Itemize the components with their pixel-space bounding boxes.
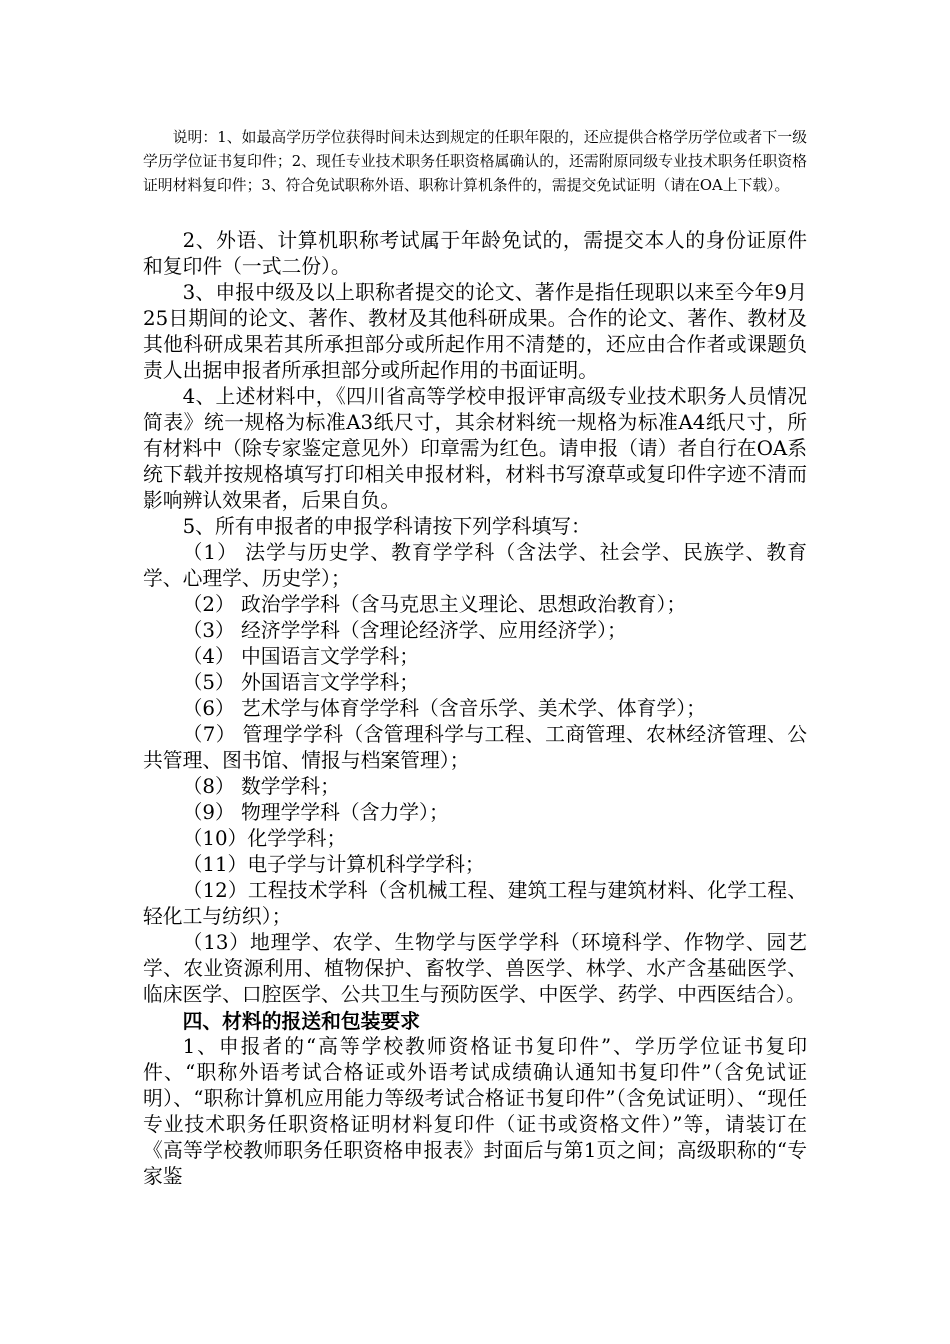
section-4-heading: 四、材料的报送和包装要求 [182,1009,420,1033]
subject-item: （2） 政治学学科（含马克思主义理论、思想政治教育）； [182,593,687,616]
item-3-paragraph: 3、申报中级及以上职称者提交的论文、著作是指任现职以来至今年9月25日期间的论文、著作、教材及其他科研成果。合作的论文、著作、教材及其他科研成果若其所承担部分或所起作用不清楚的，还应由合作者或课题负责人出据申报者所承担部分或所起作用的书面证明。 [143,281,807,382]
subject-item: （12）工程技术学科（含机械工程、建筑工程与建筑材料、化学工程、轻化工与纺织）； [143,879,807,928]
item-4-paragraph: 4、上述材料中，《四川省高等学校申报评审高级专业技术职务人员情况简表》统一规格为标准A3纸尺寸，其余材料统一规格为标准A4纸尺寸，所有材料中（除专家鉴定意见外）印章需为红色。请申报（请）者自行在OA系统下载并按规格填写打印相关申报材料，材料书写潦草或复印件字迹不清而影响辨认效果者，后果自负。 [143,385,807,512]
subject-item: （9） 物理学学科（含力学）； [182,801,449,824]
section-4-paragraph-1: 1、申报者的“高等学校教师资格证书复印件”、学历学位证书复印件、“职称外语考试合格证或外语考试成绩确认通知书复印件”（含免试证明）、“职称计算机应用能力等级考试合格证书复印件”（含免试证明）、“现任专业技术职务任职资格证明材料复印件（证书或资格文件）”等，请装订在《高等学校教师职务任职资格申报表》封面后与第1页之间；高级职称的“专家鉴 [143,1035,807,1188]
subject-item: （3） 经济学学科（含理论经济学、应用经济学）； [182,619,627,642]
subject-item: （7） 管理学学科（含管理科学与工程、工商管理、农林经济管理、公共管理、图书馆、情报与档案管理）； [143,723,807,772]
subject-item: （5） 外国语言文学学科； [182,671,420,694]
item-5-paragraph: 5、所有申报者的申报学科请按下列学科填写： [182,515,591,538]
subject-item: （11）电子学与计算机科学学科； [182,853,485,876]
subject-item: （6） 艺术学与体育学学科（含音乐学、美术学、体育学）； [182,697,706,720]
subject-item: （4） 中国语言文学学科； [182,645,420,668]
document-body [143,228,807,1190]
explanatory-note: 说明：1、如最高学历学位获得时间未达到规定的任职年限的，还应提供合格学历学位或者下一级学历学位证书复印件；2、现任专业技术职务任职资格属确认的，还需附原同级专业技术职务任职资格证明材料复印件；3、符合免试职称外语、职称计算机条件的，需提交免试证明（请在OA上下载）。 [143,129,807,194]
subject-item: （8） 数学学科； [182,775,340,798]
subject-item: （10）化学学科； [182,827,347,850]
item-2-paragraph: 2、外语、计算机职称考试属于年龄免试的，需提交本人的身份证原件和复印件（一式二份）。 [143,229,807,278]
subject-item: （1） 法学与历史学、教育学学科（含法学、社会学、民族学、教育学、心理学、历史学）； [143,541,807,590]
subject-item: （13）地理学、农学、生物学与医学学科（环境科学、作物学、园艺学、农业资源利用、植物保护、畜牧学、兽医学、林学、水产含基础医学、临床医学、口腔医学、公共卫生与预防医学、中医学、药学、中西医结合）。 [143,931,807,1006]
